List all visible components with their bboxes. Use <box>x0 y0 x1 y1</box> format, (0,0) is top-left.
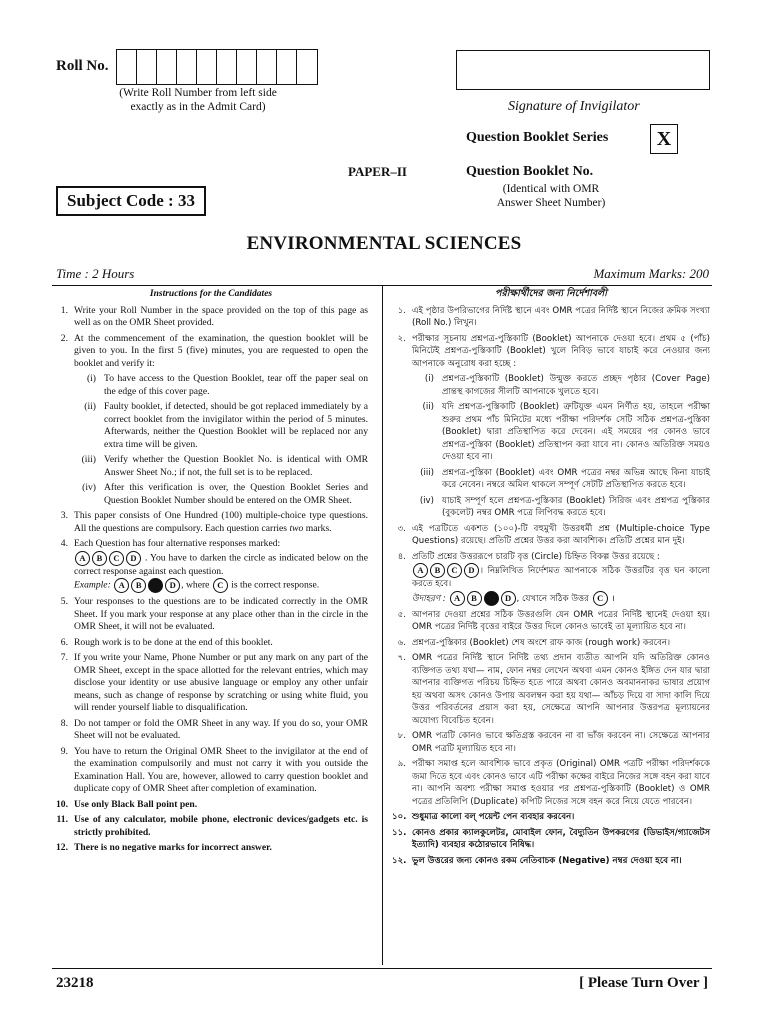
instruction-item: ১১. কোনও প্রকার ক্যালকুলেটর, মোবাইল ফোন, বৈদ্যুতিন উপকরণের (ডিভাইস/গ্যাজেটস ইত্যাদি) ব্যবহার কঠোরভাবে নিষিদ্ধ। <box>392 827 710 850</box>
instruction-text: যাচাই সম্পূর্ণ হলে প্রশ্নপত্র-পুস্তিকার (Booklet) সিরিজ এবং প্রশ্নপত্র পুস্তিকার (বুকলেট) নম্বর OMR পত্রে লিপিবদ্ধ করতে হবে। <box>442 495 710 518</box>
instruction-text: . You have to darken the circle as indicated below on the correct response against each question. <box>74 552 368 577</box>
instruction-item: ৬. প্রশ্নপত্র-পুস্তিকার (Booklet) শেষ অংশে রাফ কাজ (rough work) করবেন। <box>392 637 710 650</box>
instruction-item: ১০. শুধুমাত্র কালো বল্ পয়েন্ট পেন ব্যবহার করবেন। <box>392 811 710 824</box>
instruction-item: ৫. আপনার দেওয়া প্রশ্নের সঠিক উত্তরগুলি যেন OMR পত্রের নির্দিষ্ট স্থানেই দেওয়া হয়। OMR পত্রের নির্দিষ্ট বৃত্তের বাইরে উত্তর দিলে কোনও ভাবেই তা মূল্যায়িত হবে না। <box>397 609 710 632</box>
invigilator-signature-box[interactable] <box>456 50 710 90</box>
instruction-text: Do not tamper or fold the OMR Sheet in any way. If you do so, your OMR Sheet will not be evaluated. <box>74 717 368 741</box>
instruction-item: 7. If you write your Name, Phone Number or put any mark on any part of the OMR Sheet, except in the space allotted for the relevant entries, which may disclose your identity or use abusive language or employ any other unfair means, such as change of response by scratching or using white fluid, you will render yourself liable to disqualification. <box>60 652 368 713</box>
option-circle-d: D <box>165 578 180 593</box>
roll-box[interactable] <box>117 50 137 84</box>
instruction-text: OMR পত্রের নির্দিষ্ট স্থানে নির্দিষ্ট তথ্য প্রদান ব্যতীত আপনি যদি অতিরিক্ত কোনও ব্যক্তিগত তথ্য যথা— নাম, ফোন নম্বর লেখেন অথবা এমন কোনও ইঙ্গিত দেন যার দ্বারা আপনার ব্যক্তিগত পরিচয় চিহ্নিত হতে পারে অথবা কোনও অবমাননাকর ভাষার প্রয়োগ হয় অথবা অসৎ কোনও উপায় অবলম্বন করা হয় যথা— আঁচড় দিয়ে বা সাদা কালি দিয়ে উত্তর পরিবর্তনের প্রয়াস করা হয়, সেক্ষেত্রে আপনি আপনার উত্তরপত্র মূল্যায়নের অযোগ্য বিবেচিত হবেন। <box>412 653 710 726</box>
booklet-number-label: Question Booklet No. <box>466 164 594 179</box>
instruction-item: 10. Use only Black Ball point pen. <box>54 799 368 812</box>
instruction-subitem: (iv) After this verification is over, the Question Booklet Series and Question Booklet Number should be entered on the OMR Sheet. <box>82 482 368 506</box>
roll-box[interactable] <box>177 50 197 84</box>
instruction-text: Use of any calculator, mobile phone, electronic devices/gadgets etc. is strictly prohibited. <box>74 814 368 838</box>
paper-label: PAPER–II <box>348 164 407 179</box>
instruction-item: ৪. প্রতিটি প্রশ্নের উত্তররূপে চারটি বৃত্ত (Circle) চিহ্নিত বিকল্প উত্তর রয়েছে : A B C D । নিম্নলিখিত নির্দেশমত আপনাকে সঠিক উত্তরটির বৃত্ত ঘন কালো করতে হবে। উদাহরণ : A B D , যেখানে সঠিক উত্তর C । <box>397 551 710 604</box>
instruction-text: আপনার দেওয়া প্রশ্নের সঠিক উত্তরগুলি যেন OMR পত্রের নির্দিষ্ট স্থানেই দেওয়া হয়। OMR পত্রের নির্দিষ্ট বৃত্তের বাইরে উত্তর দিলে কোনও ভাবেই তা মূল্যায়িত হবে না। <box>412 609 710 632</box>
correct-option-circle: C <box>213 578 228 593</box>
booklet-note-line: Answer Sheet Number) <box>496 197 606 209</box>
instruction-text: To have access to the Question Booklet, tear off the paper seal on the edge of this cover page. <box>104 373 368 397</box>
instruction-text: After this verification is over, the Question Booklet Series and Question Booklet Number should be entered on the OMR Sheet. <box>104 482 368 506</box>
booklet-note-line: (Identical with OMR <box>502 183 600 195</box>
instruction-text: marks. <box>305 522 332 534</box>
instruction-item: 3. This paper consists of One Hundred (100) multiple-choice type questions. All the questions are compulsory. Each question carries two marks. <box>60 510 368 534</box>
instruction-item: ৮. OMR পত্রটি কোনও ভাবে ক্ষতিগ্রস্ত করবেন না বা ভাঁজ করবেন না। সেক্ষেত্রে আপনার OMR পত্রটি মূল্যায়িত হবে না। <box>397 731 710 754</box>
instruction-text: । নিম্নলিখিত নির্দেশমত আপনাকে সঠিক উত্তরটির বৃত্ত ঘন কালো করতে হবে। <box>412 566 710 589</box>
instruction-text: Your responses to the questions are to be indicated correctly in the OMR Sheet. If you mark your response at any place other than in the circle in the OMR Sheet, it will not be evaluated. <box>74 596 368 632</box>
instruction-text: Use only Black Ball point pen. <box>74 798 198 810</box>
option-circle-d: D <box>126 551 141 566</box>
roll-box[interactable] <box>277 50 297 84</box>
invigilator-signature-label: Signature of Invigilator <box>508 99 640 114</box>
instruction-item: 6. Rough work is to be done at the end of this booklet. <box>54 637 368 650</box>
roll-note-line: exactly as in the Admit Card) <box>130 101 266 113</box>
roll-box[interactable] <box>197 50 217 84</box>
instruction-text: At the commencement of the examination, the question booklet will be given to you. In the first 5 (five) minutes, you are requested to open the booklet and verify it: <box>74 332 368 369</box>
instruction-text: If you write your Name, Phone Number or put any mark on any part of the OMR Sheet, except in the space allotted for the relevant entries, which may disclose your identity or use abusive language or employ any other unfair means, such as change of response by scratching or using white fluid, you will render yourself liable to disqualification. <box>74 652 368 713</box>
instruction-text: প্রশ্নপত্র-পুস্তিকাটি (Booklet) উন্মুক্ত করতে প্রচ্ছদ পৃষ্ঠার (Cover Page) প্রান্তস্থ কাগজের সীলটি আপনাকে খুলতে হবে। <box>442 374 710 397</box>
roll-box[interactable] <box>217 50 237 84</box>
roll-number-note <box>88 86 308 114</box>
instruction-subitem: (i) প্রশ্নপত্র-পুস্তিকাটি (Booklet) উন্মুক্ত করতে প্রচ্ছদ পৃষ্ঠার (Cover Page) প্রান্তস্থ কাগজের সীলটি আপনাকে খুলতে হবে। <box>424 374 710 397</box>
booklet-number-note <box>466 182 636 210</box>
instruction-item: 2. At the commencement of the examination, the question booklet will be given to you. In the first 5 (five) minutes, you are requested to open the booklet and verify it: <box>60 332 368 369</box>
filled-circle <box>484 591 499 606</box>
filled-circle <box>148 578 163 593</box>
roll-box[interactable] <box>157 50 177 84</box>
instruction-text: Faulty booklet, if detected, should be got replaced immediately by a correct booklet from the invigilator within the period of 5 minutes. Afterwards, neither the Question Booklet will be replaced nor any extra time will be given. <box>104 401 368 450</box>
instruction-text: কোনও প্রকার ক্যালকুলেটর, মোবাইল ফোন, বৈদ্যুতিন উপকরণের (ডিভাইস/গ্যাজেটস ইত্যাদি) ব্যবহার কঠোরভাবে নিষিদ্ধ। <box>412 827 710 850</box>
instruction-text: প্রতিটি প্রশ্নের উত্তররূপে চারটি বৃত্ত (Circle) চিহ্নিত বিকল্প উত্তর রয়েছে : <box>412 551 660 562</box>
example-label: Example: <box>74 579 111 591</box>
instruction-item: ৩. এই পত্রটিতে একশত (১০০)-টি বহুমুখী উত্তরধর্মী প্রশ্ন (Multiple-choice Type Questions) রয়েছে। প্রতিটি প্রশ্নের উত্তর করা আবশ্যিক। প্রতিটি প্রশ্নের মান দুই। <box>397 523 710 546</box>
footer-divider <box>52 968 712 969</box>
instruction-item: 9. You have to return the Original OMR Sheet to the invigilator at the end of the examination compulsorily and must not carry it with you outside the Examination Hall. You are, however, allowed to carry question booklet and duplicate copy of OMR Sheet after completion of examination. <box>60 745 368 794</box>
instruction-subitem: (ii) Faulty booklet, if detected, should be got replaced immediately by a correct booklet from the invigilator within the period of 5 minutes. Afterwards, neither the Question Booklet will be replaced nor any extra time will be given. <box>84 401 368 450</box>
instruction-text: প্রশ্নপত্র-পুস্তিকার (Booklet) শেষ অংশে রাফ কাজ (rough work) করবেন। <box>412 637 671 648</box>
instruction-subitem: (iii) প্রশ্নপত্র-পুস্তিকা (Booklet) এবং OMR পত্রের নম্বর অভিন্ন আছে কিনা যাচাই করে নেবেন। নম্বরে অমিল থাকলে সম্পূর্ণ সেটটি প্রতিস্থাপিত করতে হবে। <box>420 467 710 490</box>
option-circle-b: B <box>430 563 445 578</box>
instruction-text: OMR পত্রটি কোনও ভাবে ক্ষতিগ্রস্ত করবেন না বা ভাঁজ করবেন না। সেক্ষেত্রে আপনার OMR পত্রটি মূল্যায়িত হবে না। <box>412 731 710 754</box>
instruction-item: 8. Do not tamper or fold the OMR Sheet in any way. If you do so, your OMR Sheet will not be evaluated. <box>60 717 368 741</box>
instruction-item: ২. পরীক্ষার সূচনায় প্রশ্নপত্র-পুস্তিকাটি (Booklet) আপনাকে দেওয়া হবে। প্রথম ৫ (পাঁচ) মিনিটেই প্রশ্নপত্র-পুস্তিকাটি (Booklet) খুলে নিবিড় ভাবে যাচাই করে নেওয়ার জন্য আপনাকে অনুরোধ করা হচ্ছে : <box>397 333 710 369</box>
instruction-text: Rough work is to be done at the end of this booklet. <box>74 636 273 648</box>
instruction-text: Verify whether the Question Booklet No. is identical with OMR Answer Sheet No.; if not, the full set is to be replaced. <box>104 454 368 478</box>
option-circle-a: A <box>75 551 90 566</box>
roll-box[interactable] <box>137 50 157 84</box>
roll-box[interactable] <box>257 50 277 84</box>
roll-number-label: Roll No. <box>56 58 109 74</box>
instruction-text: যদি প্রশ্নপত্র-পুস্তিকাটি (Booklet) ত্রুটিযুক্ত এমন নির্ণীত হয়, তাহলে পরীক্ষা শুরুর প্রথম পাঁচ মিনিটের মধ্যে পরীক্ষা পরিদর্শক সেটি সঠিক প্রশ্নপত্র-পুস্তিকা (Booklet) দ্বারা প্রতিস্থাপিত করে দেবেন। এই সময়ের পর কোনও ভাবে প্রশ্নপত্র-পুস্তিকা (Booklet) প্রতিস্থাপন করা যাবে না। কোনও অতিরিক্ত সময়ও দেওয়া হবে না। <box>442 402 710 462</box>
instruction-item: 5. Your responses to the questions are to be indicated correctly in the OMR Sheet. If you mark your response at any place other than in the circle in the OMR Sheet, it will not be evaluated. <box>60 596 368 632</box>
instruction-subitem: (iii) Verify whether the Question Booklet No. is identical with OMR Answer Sheet No.; if not, the full set is to be replaced. <box>81 454 368 478</box>
instruction-text: , where <box>181 579 210 591</box>
option-circle-a: A <box>114 578 129 593</box>
bengali-instructions-heading: পরীক্ষার্থীদের জন্য নির্দেশাবলী <box>495 288 607 299</box>
option-circle-b: B <box>131 578 146 593</box>
option-circle-b: B <box>92 551 107 566</box>
column-divider <box>382 285 383 965</box>
bengali-instructions <box>392 288 710 870</box>
instruction-text: প্রশ্নপত্র-পুস্তিকা (Booklet) এবং OMR পত্রের নম্বর অভিন্ন আছে কিনা যাচাই করে নেবেন। নম্বরে অমিল থাকলে সম্পূর্ণ সেটটি প্রতিস্থাপিত করতে হবে। <box>442 467 710 490</box>
instruction-emphasis: two <box>289 522 304 534</box>
option-circle-c: C <box>109 551 124 566</box>
instruction-item: 12. There is no negative marks for incorrect answer. <box>54 842 368 855</box>
option-circle-b: B <box>467 591 482 606</box>
maximum-marks: Maximum Marks: 200 <box>593 266 709 281</box>
subject-code: Subject Code : 33 <box>56 186 206 216</box>
instruction-text: ভুল উত্তরের জন্য কোনও রকম নেতিবাচক (Negative) নম্বর দেওয়া হবে না। <box>412 855 682 866</box>
option-circle-d: D <box>464 563 479 578</box>
instruction-text: , যেখানে সঠিক উত্তর <box>516 593 589 604</box>
page-code: 23218 <box>56 975 94 991</box>
instruction-item: 1. Write your Roll Number in the space provided on the top of this page as well as on the OMR Sheet provided. <box>60 304 368 328</box>
instruction-item: ১. এই পৃষ্ঠার উপরিভাগের নির্দিষ্ট স্থানে এবং OMR পত্রের নির্দিষ্ট স্থানে নিজের ক্রমিক সংখ্যা (Roll No.) লিখুন। <box>397 305 710 328</box>
instruction-item: ১২. ভুল উত্তরের জন্য কোনও রকম নেতিবাচক (Negative) নম্বর দেওয়া হবে না। <box>392 855 710 868</box>
page-title: ENVIRONMENTAL SCIENCES <box>246 233 522 254</box>
instruction-text: Each Question has four alternative responses marked: <box>74 538 281 549</box>
please-turn-over: [ Please Turn Over ] <box>579 975 708 991</box>
example-label: উদাহরণ : <box>412 593 446 604</box>
instruction-text: This paper consists of One Hundred (100) multiple-choice type questions. All the questions are compulsory. Each question carries <box>74 510 368 534</box>
booklet-series-label: Question Booklet Series <box>466 130 609 145</box>
instruction-text: You have to return the Original OMR Sheet to the invigilator at the end of the examination compulsorily and must not carry it with you outside the Examination Hall. You are, however, allowed to carry question booklet and duplicate copy of OMR Sheet after completion of examination. <box>74 745 368 794</box>
english-instructions-heading: Instructions for the Candidates <box>149 289 273 299</box>
instruction-subitem: (iv) যাচাই সম্পূর্ণ হলে প্রশ্নপত্র-পুস্তিকার (Booklet) সিরিজ এবং প্রশ্নপত্র পুস্তিকার (বুকলেট) নম্বর OMR পত্রে লিপিবদ্ধ করতে হবে। <box>419 495 710 518</box>
instruction-text: Write your Roll Number in the space provided on the top of this page as well as on the OMR Sheet provided. <box>74 304 368 328</box>
instruction-text: পরীক্ষার সূচনায় প্রশ্নপত্র-পুস্তিকাটি (Booklet) আপনাকে দেওয়া হবে। প্রথম ৫ (পাঁচ) মিনিটেই প্রশ্নপত্র-পুস্তিকাটি (Booklet) খুলে নিবিড় ভাবে যাচাই করে নেওয়ার জন্য আপনাকে অনুরোধ করা হচ্ছে : <box>412 333 710 369</box>
roll-box[interactable] <box>237 50 257 84</box>
option-circle-d: D <box>501 591 516 606</box>
roll-note-line: (Write Roll Number from left side <box>119 87 277 99</box>
instruction-subitem: (ii) যদি প্রশ্নপত্র-পুস্তিকাটি (Booklet) ত্রুটিযুক্ত এমন নির্ণীত হয়, তাহলে পরীক্ষা শুরুর প্রথম পাঁচ মিনিটের মধ্যে পরীক্ষা পরিদর্শক সেটি সঠিক প্রশ্নপত্র-পুস্তিকা (Booklet) দ্বারা প্রতিস্থাপিত করে দেবেন। এই সময়ের পর কোনও ভাবে প্রশ্নপত্র-পুস্তিকা (Booklet) প্রতিস্থাপন করা যাবে না। কোনও অতিরিক্ত সময়ও দেওয়া হবে না। <box>422 402 710 462</box>
instruction-item: ৯. পরীক্ষা সমাপ্ত হলে আবশ্যিক ভাবে প্রকৃত (Original) OMR পত্রটি পরীক্ষা পরিদর্শককে জমা দিতে হবে এবং কোনও ভাবে এটি পরীক্ষা কক্ষের বাইরে নিজের সঙ্গে বহন করা যাবে না। আপনি অবশ্য পরীক্ষা সমাপ্ত হওয়ার পর প্রশ্নপত্র-পুস্তিকাটি (Booklet) ও OMR পত্রের প্রতিলিপি (Duplicate) কপিটি নিজের সঙ্গে বহন করে নিয়ে যেতে পারবেন। <box>397 759 710 807</box>
instruction-text: শুধুমাত্র কালো বল্ পয়েন্ট পেন ব্যবহার করবেন। <box>412 812 575 822</box>
option-circle-a: A <box>413 563 428 578</box>
instruction-text: এই পত্রটিতে একশত (১০০)-টি বহুমুখী উত্তরধর্মী প্রশ্ন (Multiple-choice Type Questions) রয়েছে। প্রতিটি প্রশ্নের উত্তর করা আবশ্যিক। প্রতিটি প্রশ্নের মান দুই। <box>412 523 710 546</box>
english-instructions <box>54 288 368 858</box>
roll-number-boxes[interactable] <box>116 49 318 85</box>
instruction-text: পরীক্ষা সমাপ্ত হলে আবশ্যিক ভাবে প্রকৃত (Original) OMR পত্রটি পরীক্ষা পরিদর্শককে জমা দিতে হবে এবং কোনও ভাবে এটি পরীক্ষা কক্ষের বাইরে নিজের সঙ্গে বহন করা যাবে না। আপনি অবশ্য পরীক্ষা সমাপ্ত হওয়ার পর প্রশ্নপত্র-পুস্তিকাটি (Booklet) ও OMR পত্রের প্রতিলিপি (Duplicate) কপিটি নিজের সঙ্গে বহন করে নিয়ে যেতে পারবেন। <box>412 759 710 807</box>
option-circle-a: A <box>450 591 465 606</box>
instruction-text: is the correct response. <box>231 579 320 591</box>
exam-duration: Time : 2 Hours <box>56 266 135 281</box>
roll-box[interactable] <box>297 50 317 84</box>
instruction-item: ৭. OMR পত্রের নির্দিষ্ট স্থানে নির্দিষ্ট তথ্য প্রদান ব্যতীত আপনি যদি অতিরিক্ত কোনও ব্যক্তিগত তথ্য যথা— নাম, ফোন নম্বর লেখেন অথবা এমন কোনও ইঙ্গিত দেন যার দ্বারা আপনার ব্যক্তিগত পরিচয় চিহ্নিত হতে পারে অথবা কোনও অবমাননাকর ভাষার প্রয়োগ হয় অথবা অসৎ কোনও উপায় অবলম্বন করা হয় যথা— আঁচড় দিয়ে বা সাদা কালি দিয়ে উত্তর পরিবর্তনের প্রয়াস করা হয়, সেক্ষেত্রে আপনি আপনার উত্তরপত্র মূল্যায়নের অযোগ্য বিবেচিত হবেন। <box>397 653 710 726</box>
instruction-text: There is no negative marks for incorrect answer. <box>74 842 272 853</box>
correct-option-circle: C <box>593 591 608 606</box>
instruction-subitem: (i) To have access to the Question Booklet, tear off the paper seal on the edge of this cover page. <box>86 373 368 397</box>
instruction-item: 11. Use of any calculator, mobile phone, electronic devices/gadgets etc. is strictly prohibited. <box>56 814 368 838</box>
option-circle-c: C <box>447 563 462 578</box>
instruction-text: এই পৃষ্ঠার উপরিভাগের নির্দিষ্ট স্থানে এবং OMR পত্রের নির্দিষ্ট স্থানে নিজের ক্রমিক সংখ্যা (Roll No.) লিখুন। <box>412 305 710 328</box>
booklet-series-value: X <box>650 124 678 154</box>
instruction-item: 4. Each Question has four alternative responses marked: A B C D . You have to darken the circle as indicated below on the correct response against each question. Example: A B D , where C is the correct response. <box>54 538 368 593</box>
